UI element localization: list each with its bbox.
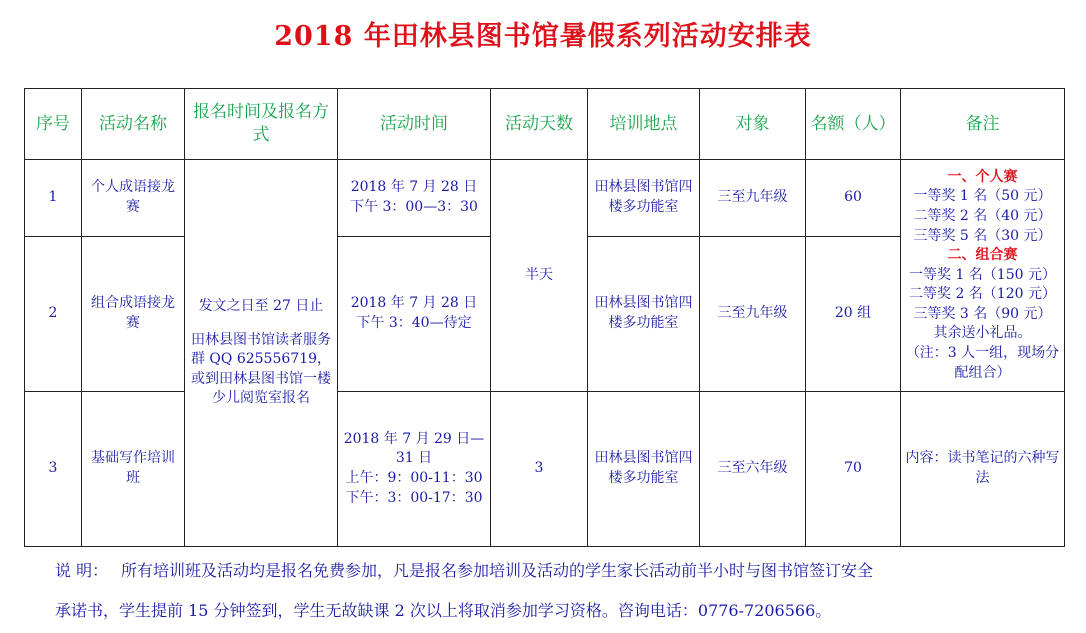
notes-individual-heading: 一、个人赛 — [947, 168, 1018, 185]
activity-days: 3 — [491, 392, 588, 547]
signup-method: 田林县图书馆读者服务群 QQ 625556719，或到田林县图书馆一楼少儿阅览室报名 — [190, 331, 332, 407]
training-location: 田林县图书馆四楼多功能室 — [588, 160, 700, 237]
activity-time — [338, 392, 491, 547]
table-header-row — [25, 89, 1065, 160]
header-activity-name: 活动名称 — [82, 89, 185, 160]
target-grades: 三至九年级 — [700, 237, 806, 392]
header-quota: 名额（人） — [806, 89, 901, 160]
quota: 20 组 — [806, 237, 901, 392]
row-number: 2 — [25, 237, 82, 392]
header-target: 对象 — [700, 89, 806, 160]
footer-note-line-2: 承诺书，学生提前 15 分钟签到，学生无故缺课 2 次以上将取消参加学习资格。咨询电话：0776-7206566。 — [55, 601, 832, 620]
notes-prize-line: 三等奖 5 名（30 元） — [913, 227, 1052, 244]
training-location: 田林县图书馆四楼多功能室 — [588, 237, 700, 392]
activity-date: 2018 年 7 月 28 日 — [350, 179, 478, 196]
header-activity-time: 活动时间 — [338, 89, 491, 160]
activity-time — [338, 237, 491, 392]
notes-group-heading: 二、组合赛 — [947, 247, 1018, 264]
table-row — [25, 160, 1065, 237]
training-location: 田林县图书馆四楼多功能室 — [588, 392, 700, 547]
signup-info — [185, 160, 338, 547]
activity-hours: 下午 3：00—3：30 — [350, 199, 478, 215]
activity-name: 组合成语接龙赛 — [82, 237, 185, 392]
footer-note-line-1 — [55, 558, 1065, 581]
target-grades: 三至六年级 — [700, 392, 806, 547]
header-days: 活动天数 — [491, 89, 588, 160]
activity-schedule-table — [24, 88, 1065, 547]
notes-prize-line: 二等奖 2 名（120 元） — [909, 286, 1056, 303]
prize-notes — [901, 160, 1065, 392]
quota: 60 — [806, 160, 901, 237]
table-row — [25, 392, 1065, 547]
page-title: 2018 年田林县图书馆暑假系列活动安排表 — [274, 21, 812, 52]
notes-prize-line: 三等奖 3 名（90 元） — [913, 305, 1052, 322]
activity-name: 基础写作培训班 — [82, 392, 185, 547]
activity-date: 2018 年 7 月 28 日 — [350, 295, 478, 312]
row-number: 1 — [25, 160, 82, 237]
footer-text-1: 所有培训班及活动均是报名免费参加，凡是报名参加培训及活动的学生家长活动前半小时与图书馆签订安全 — [121, 561, 874, 580]
header-number: 序号 — [25, 89, 82, 160]
activity-hours: 下午：3：00-17：30 — [345, 489, 483, 506]
activity-days-shared: 半天 — [491, 160, 588, 392]
signup-deadline: 发文之日至 27 日止 — [198, 298, 324, 315]
activity-time — [338, 160, 491, 237]
quota: 70 — [806, 392, 901, 547]
header-notes: 备注 — [901, 89, 1065, 160]
notes-prize-line: 其余送小礼品。 — [933, 325, 1032, 342]
activity-date: 2018 年 7 月 29 日—31 日 — [343, 430, 485, 467]
activity-name: 个人成语接龙赛 — [82, 160, 185, 237]
row-number: 3 — [25, 392, 82, 547]
header-location: 培训地点 — [588, 89, 700, 160]
notes-prize-line: 一等奖 1 名（150 元） — [909, 266, 1056, 283]
header-signup: 报名时间及报名方式 — [185, 89, 338, 160]
notes-prize-line: 二等奖 2 名（40 元） — [913, 207, 1052, 224]
notes-prize-line: 一等奖 1 名（50 元） — [913, 188, 1052, 205]
notes-group-note: （注：3 人一组，现场分配组合） — [905, 345, 1060, 381]
target-grades: 三至九年级 — [700, 160, 806, 237]
activity-notes: 内容：读书笔记的六种写法 — [901, 392, 1065, 547]
activity-hours: 下午 3：40—待定 — [356, 315, 472, 331]
footer-label: 说 明： — [55, 561, 109, 580]
activity-hours: 上午：9：00-11：30 — [345, 470, 483, 486]
